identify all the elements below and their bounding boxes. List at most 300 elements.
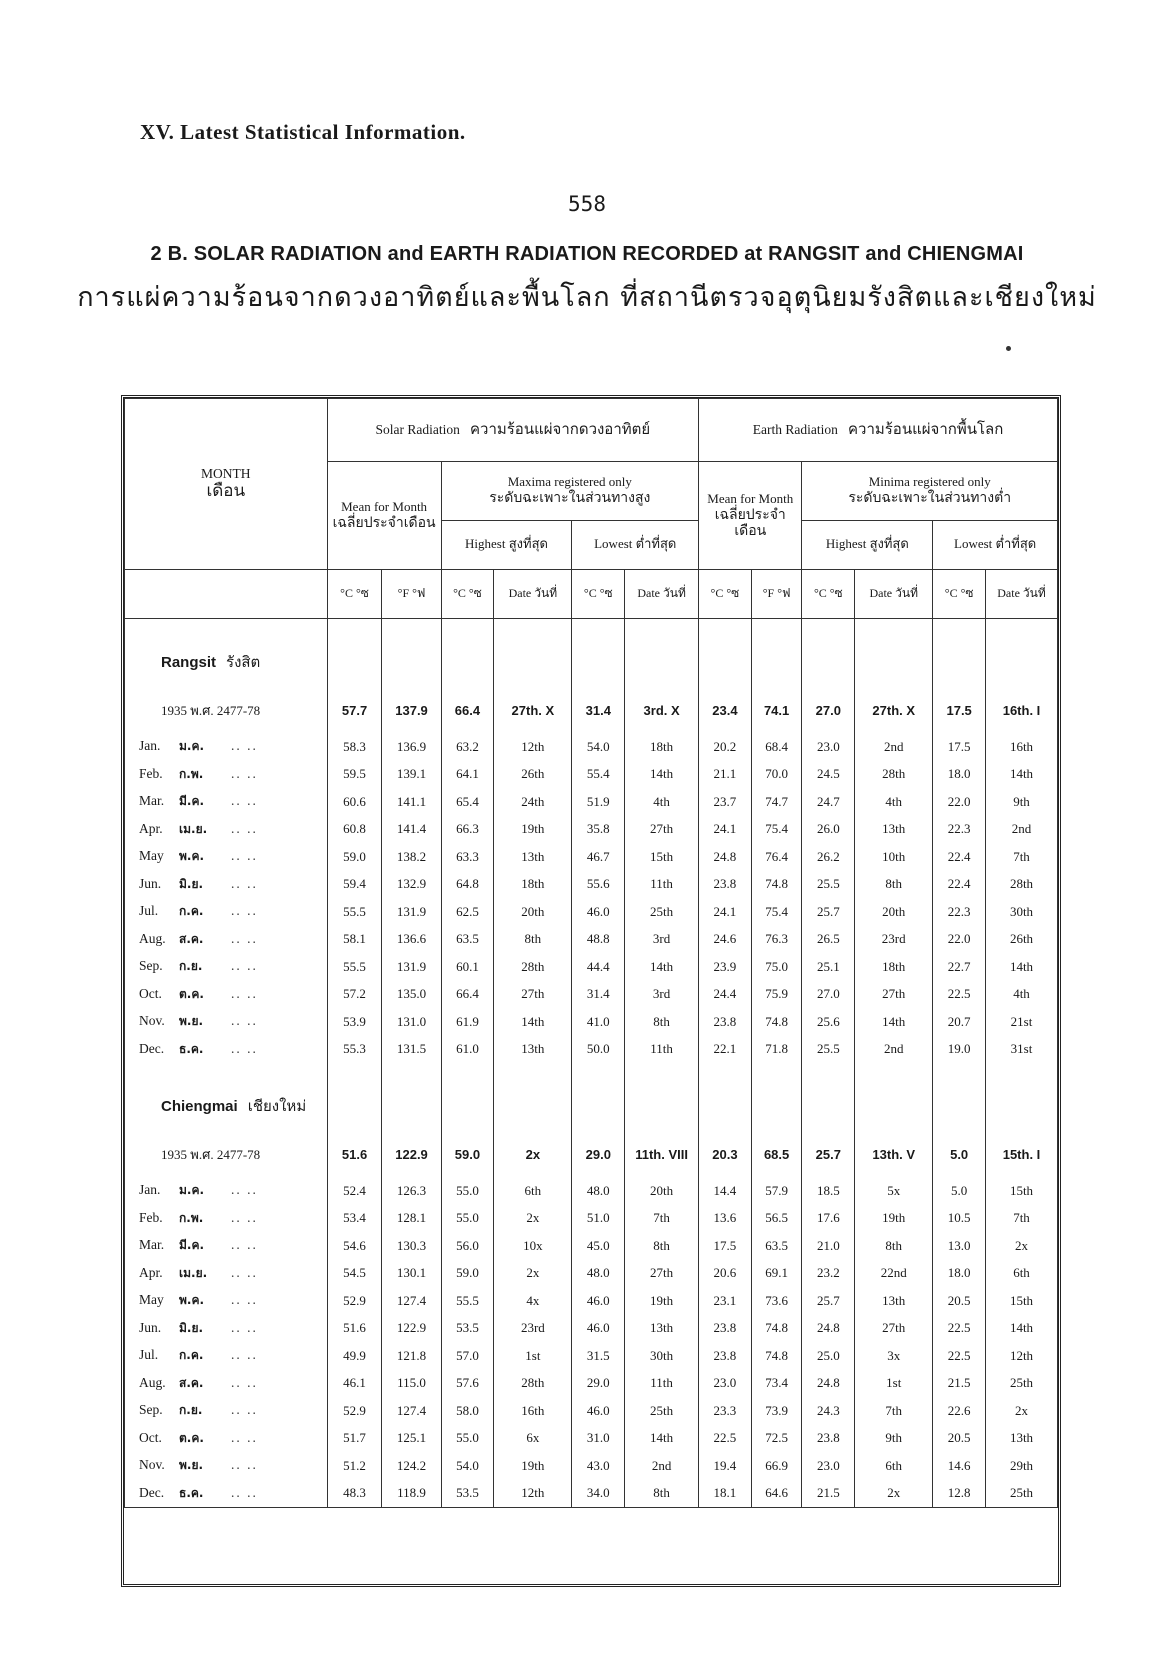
empty-cell: [802, 619, 855, 638]
value-cell: 132.9: [382, 871, 441, 899]
month-cell: [125, 761, 328, 789]
empty-cell: [494, 619, 572, 638]
value-cell: 25.5: [802, 1036, 855, 1064]
value-cell: 76.4: [751, 843, 802, 871]
value-cell: 51.6: [327, 1315, 382, 1343]
value-cell: 131.9: [382, 953, 441, 981]
empty-cell: [441, 619, 494, 638]
value-cell: 8th: [625, 1232, 699, 1260]
value-cell: 58.3: [327, 733, 382, 761]
station-name-en: Rangsit: [161, 654, 217, 671]
spacer-row: [125, 619, 1058, 638]
month-cell: [125, 1177, 328, 1205]
earth-header-en: Earth Radiation: [752, 422, 838, 438]
value-cell: 73.9: [751, 1397, 802, 1425]
value-cell: 12th: [494, 1480, 572, 1508]
value-cell: 22nd: [855, 1260, 933, 1288]
empty-cell: [855, 619, 933, 638]
value-cell: 8th: [855, 871, 933, 899]
value-cell: 13th: [855, 1287, 933, 1315]
value-cell: 12.8: [933, 1480, 986, 1508]
solar-mean-header: [327, 462, 441, 570]
station-name-cell: [125, 637, 328, 687]
value-cell: 22.5: [699, 1425, 752, 1453]
value-cell: 75.4: [751, 816, 802, 844]
value-cell: 135.0: [382, 981, 441, 1009]
value-cell: 46.0: [572, 1287, 625, 1315]
empty-cell: [382, 1063, 441, 1081]
month-column-header: [125, 399, 328, 570]
month-row: [125, 1036, 1058, 1064]
value-cell: 20th: [494, 898, 572, 926]
value-cell: 11th: [625, 1370, 699, 1398]
month-row: [125, 1425, 1058, 1453]
empty-cell: [327, 1063, 382, 1081]
value-cell: 23.2: [802, 1260, 855, 1288]
value-cell: 22.3: [933, 816, 986, 844]
month-header-th: เดือน: [206, 480, 246, 501]
value-cell: 14th: [625, 761, 699, 789]
value-cell: 128.1: [382, 1205, 441, 1233]
month-th: มิ.ย.: [179, 1320, 204, 1335]
value-cell: 54.0: [572, 733, 625, 761]
month-row: [125, 1397, 1058, 1425]
value-cell: 25.5: [802, 871, 855, 899]
unit-solar-high-c: °C °ซ: [441, 570, 494, 619]
value-cell: 59.0: [441, 1260, 494, 1288]
value-cell: 22.4: [933, 871, 986, 899]
month-th: ก.ค.: [179, 1348, 204, 1363]
value-cell: 17.6: [802, 1205, 855, 1233]
value-cell: 56.0: [441, 1232, 494, 1260]
value-cell: 118.9: [382, 1480, 441, 1508]
value-cell: 27th: [625, 816, 699, 844]
annual-value-cell: 74.1: [751, 687, 802, 733]
month-cell: [125, 1370, 328, 1398]
annual-value-cell: 51.6: [327, 1131, 382, 1177]
value-cell: 23rd: [494, 1315, 572, 1343]
value-cell: 24.4: [699, 981, 752, 1009]
value-cell: 24th: [494, 788, 572, 816]
value-cell: 22.0: [933, 788, 986, 816]
value-cell: 141.4: [382, 816, 441, 844]
empty-cell: [625, 1063, 699, 1081]
value-cell: 26th: [494, 761, 572, 789]
value-cell: 55.5: [441, 1287, 494, 1315]
value-cell: 23rd: [855, 926, 933, 954]
value-cell: 24.8: [802, 1315, 855, 1343]
value-cell: 57.6: [441, 1370, 494, 1398]
value-cell: 9th: [986, 788, 1058, 816]
month-cell: [125, 1260, 328, 1288]
value-cell: 14.4: [699, 1177, 752, 1205]
annual-value-cell: 15th. I: [986, 1131, 1058, 1177]
solar-highest-th: สูงที่สุด: [508, 537, 548, 553]
month-row: [125, 1315, 1058, 1343]
value-cell: 2x: [494, 1205, 572, 1233]
month-cell: [125, 1397, 328, 1425]
month-th: ธ.ค.: [179, 1041, 204, 1056]
value-cell: 57.2: [327, 981, 382, 1009]
value-cell: 10.5: [933, 1205, 986, 1233]
empty-cell: [986, 1063, 1058, 1081]
value-cell: 13th: [986, 1425, 1058, 1453]
value-cell: 54.6: [327, 1232, 382, 1260]
value-cell: 13.0: [933, 1232, 986, 1260]
value-cell: 122.9: [382, 1315, 441, 1343]
solar-highest-en: Highest: [465, 536, 506, 552]
month-en: Oct.: [139, 1429, 162, 1445]
value-cell: 44.4: [572, 953, 625, 981]
value-cell: 9th: [855, 1425, 933, 1453]
leader-dots: .. ..: [231, 1402, 258, 1418]
empty-cell: [802, 1063, 855, 1081]
value-cell: 23.8: [699, 871, 752, 899]
solar-maxima-th: ระดับฉะเพาะในส่วนทางสูง: [489, 490, 651, 507]
value-cell: 21.5: [802, 1480, 855, 1508]
month-th: มี.ค.: [179, 794, 205, 809]
month-th: ก.พ.: [179, 1210, 204, 1225]
value-cell: 22.0: [933, 926, 986, 954]
empty-cell: [699, 1063, 752, 1081]
value-cell: 14th: [625, 1425, 699, 1453]
annual-value-cell: 2x: [494, 1131, 572, 1177]
value-cell: 8th: [625, 1008, 699, 1036]
value-cell: 64.1: [441, 761, 494, 789]
radiation-table: [124, 398, 1058, 1508]
value-cell: 4x: [494, 1287, 572, 1315]
month-row: [125, 871, 1058, 899]
leader-dots: .. ..: [231, 875, 258, 891]
earth-highest-en: Highest: [825, 536, 867, 552]
value-cell: 62.5: [441, 898, 494, 926]
value-cell: 2nd: [625, 1452, 699, 1480]
month-en: Mar.: [139, 793, 165, 809]
value-cell: 74.8: [751, 1342, 802, 1370]
value-cell: 2x: [494, 1260, 572, 1288]
annual-value-cell: 13th. V: [855, 1131, 933, 1177]
value-cell: 73.4: [751, 1370, 802, 1398]
month-th: ก.ย.: [179, 1403, 203, 1418]
value-cell: 5x: [855, 1177, 933, 1205]
value-cell: 55.4: [572, 761, 625, 789]
month-row: [125, 816, 1058, 844]
value-cell: 27th: [855, 1315, 933, 1343]
value-cell: 18th: [625, 733, 699, 761]
month-th: ส.ค.: [179, 1375, 204, 1390]
month-th: พ.ค.: [179, 1293, 205, 1308]
value-cell: 22.5: [933, 1315, 986, 1343]
value-cell: 23.9: [699, 953, 752, 981]
print-speck: [1006, 346, 1011, 351]
value-cell: 51.2: [327, 1452, 382, 1480]
value-cell: 26.0: [802, 816, 855, 844]
value-cell: 24.1: [699, 816, 752, 844]
solar-lowest-header: [572, 521, 699, 570]
month-row: [125, 1480, 1058, 1508]
leader-dots: .. ..: [231, 848, 258, 864]
value-cell: 136.6: [382, 926, 441, 954]
month-row: [125, 1232, 1058, 1260]
value-cell: 6th: [855, 1452, 933, 1480]
value-cell: 60.8: [327, 816, 382, 844]
value-cell: 23.8: [699, 1008, 752, 1036]
empty-cell: [699, 1081, 752, 1131]
value-cell: 130.1: [382, 1260, 441, 1288]
annual-value-cell: 122.9: [382, 1131, 441, 1177]
table-title-thai: การแผ่ความร้อนจากดวงอาทิตย์และพื้นโลก ที่สถานีตรวจอุตุนิยมรังสิตและเชียงใหม่: [77, 282, 1097, 313]
leader-dots: .. ..: [231, 1264, 258, 1280]
value-cell: 75.4: [751, 898, 802, 926]
month-cell: [125, 1425, 328, 1453]
value-cell: 75.9: [751, 981, 802, 1009]
unit-solar-high-date: Date วันที่: [494, 570, 572, 619]
value-cell: 18.1: [699, 1480, 752, 1508]
value-cell: 16th: [494, 1397, 572, 1425]
month-th: พ.ค.: [179, 849, 205, 864]
value-cell: 53.5: [441, 1315, 494, 1343]
value-cell: 7th: [625, 1205, 699, 1233]
value-cell: 127.4: [382, 1397, 441, 1425]
value-cell: 60.6: [327, 788, 382, 816]
month-cell: [125, 816, 328, 844]
station-name-th: รังสิต: [226, 653, 261, 671]
month-en: Jul.: [139, 903, 159, 919]
annual-value-cell: 31.4: [572, 687, 625, 733]
unit-solar-mean-c: °C °ซ: [327, 570, 382, 619]
leader-dots: .. ..: [231, 930, 258, 946]
value-cell: 24.8: [802, 1370, 855, 1398]
month-th: ก.พ.: [179, 766, 204, 781]
value-cell: 11th: [625, 871, 699, 899]
value-cell: 54.0: [441, 1452, 494, 1480]
value-cell: 28th: [494, 1370, 572, 1398]
value-cell: 55.0: [441, 1425, 494, 1453]
value-cell: 16th: [986, 733, 1058, 761]
earth-mean-th: เฉลี่ยประจำเดือน: [714, 506, 786, 539]
value-cell: 2x: [986, 1232, 1058, 1260]
value-cell: 6th: [494, 1177, 572, 1205]
value-cell: 20.2: [699, 733, 752, 761]
value-cell: 20.5: [933, 1287, 986, 1315]
value-cell: 22.5: [933, 981, 986, 1009]
annual-row: [125, 1131, 1058, 1177]
value-cell: 55.3: [327, 1036, 382, 1064]
value-cell: 51.9: [572, 788, 625, 816]
value-cell: 127.4: [382, 1287, 441, 1315]
table-title-english: 2 B. SOLAR RADIATION and EARTH RADIATION RECORDED at RANGSIT and CHIENGMAI: [150, 243, 1024, 265]
value-cell: 48.3: [327, 1480, 382, 1508]
unit-earth-mean-f: °F °ฟ: [751, 570, 802, 619]
value-cell: 19th: [625, 1287, 699, 1315]
station-name-cell: [125, 1081, 328, 1131]
month-cell: [125, 1315, 328, 1343]
month-row: [125, 843, 1058, 871]
empty-cell: [802, 637, 855, 687]
value-cell: 22.3: [933, 898, 986, 926]
unit-solar-low-date: Date วันที่: [625, 570, 699, 619]
value-cell: 17.5: [699, 1232, 752, 1260]
month-en: Sep.: [139, 1402, 163, 1418]
value-cell: 130.3: [382, 1232, 441, 1260]
month-th: เม.ย.: [179, 1265, 208, 1280]
month-cell: [125, 898, 328, 926]
leader-dots: .. ..: [231, 1237, 258, 1253]
value-cell: 7th: [986, 843, 1058, 871]
value-cell: 31st: [986, 1036, 1058, 1064]
month-en: Aug.: [139, 930, 166, 946]
earth-highest-header: [802, 521, 933, 570]
value-cell: 65.4: [441, 788, 494, 816]
month-header-en: MONTH: [201, 466, 251, 482]
value-cell: 131.9: [382, 898, 441, 926]
value-cell: 131.5: [382, 1036, 441, 1064]
month-cell: [125, 953, 328, 981]
value-cell: 58.1: [327, 926, 382, 954]
value-cell: 46.1: [327, 1370, 382, 1398]
empty-cell: [933, 619, 986, 638]
month-cell: [125, 1480, 328, 1508]
annual-label: 1935 พ.ศ. 2477-78: [125, 1131, 328, 1177]
month-en: Jun.: [139, 875, 162, 891]
month-en: Nov.: [139, 1013, 165, 1029]
leader-dots: .. ..: [231, 820, 258, 836]
value-cell: 18.0: [933, 761, 986, 789]
value-cell: 24.6: [699, 926, 752, 954]
month-en: Jan.: [139, 1182, 161, 1198]
value-cell: 13th: [494, 1036, 572, 1064]
month-en: May: [139, 1292, 164, 1308]
empty-cell: [125, 619, 328, 638]
value-cell: 31.0: [572, 1425, 625, 1453]
table-body: [125, 619, 1058, 1508]
annual-value-cell: 16th. I: [986, 687, 1058, 733]
month-en: Mar.: [139, 1237, 165, 1253]
value-cell: 18.0: [933, 1260, 986, 1288]
month-en: Jul.: [139, 1347, 159, 1363]
value-cell: 56.5: [751, 1205, 802, 1233]
value-cell: 30th: [625, 1342, 699, 1370]
earth-minima-en: Minima registered only: [868, 474, 991, 490]
value-cell: 22.6: [933, 1397, 986, 1425]
value-cell: 25.7: [802, 898, 855, 926]
value-cell: 19th: [855, 1205, 933, 1233]
value-cell: 19th: [494, 1452, 572, 1480]
value-cell: 48.0: [572, 1177, 625, 1205]
value-cell: 13th: [494, 843, 572, 871]
value-cell: 28th: [494, 953, 572, 981]
leader-dots: .. ..: [231, 903, 258, 919]
month-en: Sep.: [139, 958, 163, 974]
month-en: Dec.: [139, 1484, 165, 1500]
value-cell: 63.5: [751, 1232, 802, 1260]
value-cell: 3rd: [625, 926, 699, 954]
value-cell: 14th: [855, 1008, 933, 1036]
value-cell: 131.0: [382, 1008, 441, 1036]
value-cell: 23.3: [699, 1397, 752, 1425]
value-cell: 14th: [494, 1008, 572, 1036]
value-cell: 26.5: [802, 926, 855, 954]
solar-header-en: Solar Radiation: [375, 422, 460, 438]
value-cell: 1st: [494, 1342, 572, 1370]
leader-dots: .. ..: [231, 1013, 258, 1029]
month-th: มิ.ย.: [179, 876, 204, 891]
empty-cell: [125, 1063, 328, 1081]
unit-solar-mean-f: °F °ฟ: [382, 570, 441, 619]
month-row: [125, 1287, 1058, 1315]
solar-highest-header: [441, 521, 572, 570]
empty-cell: [327, 1081, 382, 1131]
value-cell: 2nd: [986, 816, 1058, 844]
value-cell: 22.5: [933, 1342, 986, 1370]
leader-dots: .. ..: [231, 765, 258, 781]
value-cell: 59.5: [327, 761, 382, 789]
month-cell: [125, 1287, 328, 1315]
value-cell: 71.8: [751, 1036, 802, 1064]
value-cell: 75.0: [751, 953, 802, 981]
value-cell: 74.8: [751, 1315, 802, 1343]
solar-mean-en: Mean for Month: [341, 498, 428, 514]
value-cell: 29th: [986, 1452, 1058, 1480]
solar-lowest-th: ต่ำที่สุด: [635, 537, 677, 553]
annual-value-cell: 25.7: [802, 1131, 855, 1177]
value-cell: 12th: [494, 733, 572, 761]
value-cell: 2nd: [855, 1036, 933, 1064]
annual-value-cell: 29.0: [572, 1131, 625, 1177]
value-cell: 69.1: [751, 1260, 802, 1288]
value-cell: 20.7: [933, 1008, 986, 1036]
value-cell: 72.5: [751, 1425, 802, 1453]
value-cell: 55.5: [327, 953, 382, 981]
month-en: Feb.: [139, 765, 163, 781]
month-cell: [125, 1008, 328, 1036]
value-cell: 23.0: [802, 733, 855, 761]
month-en: Jan.: [139, 738, 161, 754]
value-cell: 64.8: [441, 871, 494, 899]
value-cell: 53.9: [327, 1008, 382, 1036]
annual-value-cell: 57.7: [327, 687, 382, 733]
value-cell: 8th: [855, 1232, 933, 1260]
value-cell: 115.0: [382, 1370, 441, 1398]
value-cell: 23.8: [699, 1342, 752, 1370]
value-cell: 18.5: [802, 1177, 855, 1205]
empty-cell: [699, 637, 752, 687]
value-cell: 20th: [855, 898, 933, 926]
value-cell: 52.9: [327, 1287, 382, 1315]
empty-cell: [802, 1081, 855, 1131]
station-row: [125, 1081, 1058, 1131]
month-en: Dec.: [139, 1040, 165, 1056]
value-cell: 55.0: [441, 1177, 494, 1205]
value-cell: 70.0: [751, 761, 802, 789]
value-cell: 19.4: [699, 1452, 752, 1480]
month-row: [125, 1205, 1058, 1233]
value-cell: 121.8: [382, 1342, 441, 1370]
value-cell: 53.4: [327, 1205, 382, 1233]
leader-dots: .. ..: [231, 1319, 258, 1335]
value-cell: 25.1: [802, 953, 855, 981]
value-cell: 23.8: [802, 1425, 855, 1453]
month-th: ต.ค.: [179, 986, 204, 1001]
month-cell: [125, 1205, 328, 1233]
value-cell: 21.5: [933, 1370, 986, 1398]
annual-value-cell: 3rd. X: [625, 687, 699, 733]
value-cell: 13th: [855, 816, 933, 844]
value-cell: 7th: [855, 1397, 933, 1425]
solar-maxima-en: Maxima registered only: [507, 474, 632, 490]
value-cell: 139.1: [382, 761, 441, 789]
station-name-en: Chiengmai: [161, 1098, 238, 1115]
